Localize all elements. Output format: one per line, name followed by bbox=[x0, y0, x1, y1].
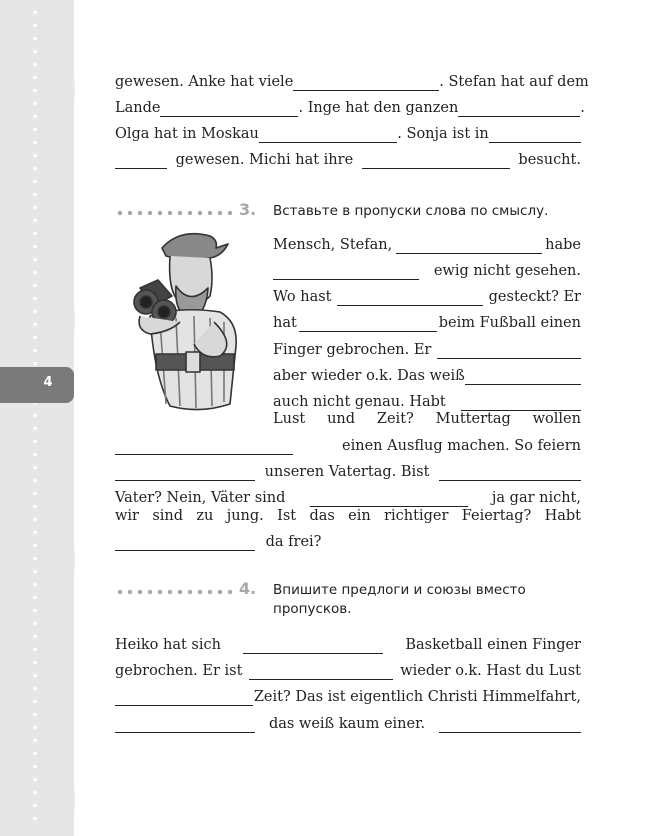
text-line: gewesen. Anke hat viele . Stefan hat auf dem bbox=[115, 74, 589, 90]
blank-field[interactable] bbox=[362, 156, 510, 169]
text-line: wir sind zu jung. Ist das ein richtiger Feiertag? Habt bbox=[115, 508, 581, 524]
text-line: das weiß kaum einer. bbox=[115, 715, 581, 733]
man-with-binoculars-illustration bbox=[110, 226, 260, 416]
blank-field[interactable] bbox=[115, 693, 253, 706]
blank-field[interactable] bbox=[249, 667, 393, 680]
blank-field[interactable] bbox=[115, 442, 293, 455]
task-number: 4. bbox=[239, 579, 257, 598]
text-line: aber wieder o.k. Das weiß bbox=[273, 367, 581, 385]
text-line: gewesen. Michi hat ihre besucht. bbox=[115, 151, 581, 169]
task-instruction: Вставьте в пропуски слова по смыслу. bbox=[273, 203, 549, 219]
text-line: Mensch, Stefan, habe bbox=[273, 237, 581, 253]
text-line: Finger gebrochen. Er bbox=[273, 341, 581, 359]
task-4-heading bbox=[115, 581, 585, 621]
text-line: einen Ausflug machen. So feiern bbox=[115, 437, 581, 455]
blank-field[interactable] bbox=[439, 720, 581, 733]
blank-field[interactable] bbox=[115, 156, 167, 169]
task-instruction: Впишите предлоги и союзы вместо пропусков. bbox=[273, 582, 526, 617]
blank-field[interactable] bbox=[310, 494, 468, 507]
blank-field[interactable] bbox=[115, 538, 255, 551]
blank-field[interactable] bbox=[293, 78, 439, 91]
text-line: unseren Vatertag. Bist bbox=[115, 463, 581, 481]
text-line: Lust und Zeit? Muttertag wollen bbox=[273, 411, 581, 427]
text-line: Vater? Nein, Väter sind ja gar nicht, bbox=[115, 490, 581, 506]
blank-field[interactable] bbox=[489, 130, 581, 143]
text-line: Zeit? Das ist eigentlich Christi Himmelfahrt, bbox=[115, 688, 581, 706]
task-dots bbox=[115, 210, 237, 216]
page-number-tab bbox=[0, 367, 74, 403]
text-line: gebrochen. Er ist wieder o.k. Hast du Lust bbox=[115, 663, 581, 679]
task-dots bbox=[115, 589, 237, 595]
text-line: Olga hat in Moskau . Sonja ist in bbox=[115, 125, 581, 143]
text-line: Heiko hat sich Basketball einen Finger bbox=[115, 637, 581, 653]
text-line: da frei? bbox=[115, 533, 581, 551]
blank-field[interactable] bbox=[439, 468, 581, 481]
blank-field[interactable] bbox=[396, 241, 542, 254]
text-line: Lande . Inge hat den ganzen . bbox=[115, 100, 585, 116]
text-line: ewig nicht gesehen. bbox=[273, 262, 581, 280]
blank-field[interactable] bbox=[259, 130, 397, 143]
blank-field[interactable] bbox=[115, 720, 255, 733]
blank-field[interactable] bbox=[465, 372, 581, 385]
blank-field[interactable] bbox=[299, 319, 437, 332]
blank-field[interactable] bbox=[243, 641, 383, 654]
blank-field[interactable] bbox=[160, 104, 298, 117]
text-line: auch nicht genau. Habt bbox=[273, 393, 581, 411]
blank-field[interactable] bbox=[458, 104, 580, 117]
blank-field[interactable] bbox=[273, 267, 419, 280]
page-number: 4 bbox=[43, 375, 53, 390]
text-line: hat beim Fußball einen bbox=[273, 315, 581, 331]
task-number: 3. bbox=[239, 200, 257, 219]
blank-field[interactable] bbox=[337, 293, 483, 306]
torn-edge bbox=[66, 0, 80, 836]
task-3-heading bbox=[115, 202, 585, 224]
blank-field[interactable] bbox=[437, 346, 581, 359]
perforation-dots bbox=[32, 6, 38, 830]
text-line: Wo hast gesteckt? Er bbox=[273, 289, 581, 305]
blank-field[interactable] bbox=[115, 468, 255, 481]
